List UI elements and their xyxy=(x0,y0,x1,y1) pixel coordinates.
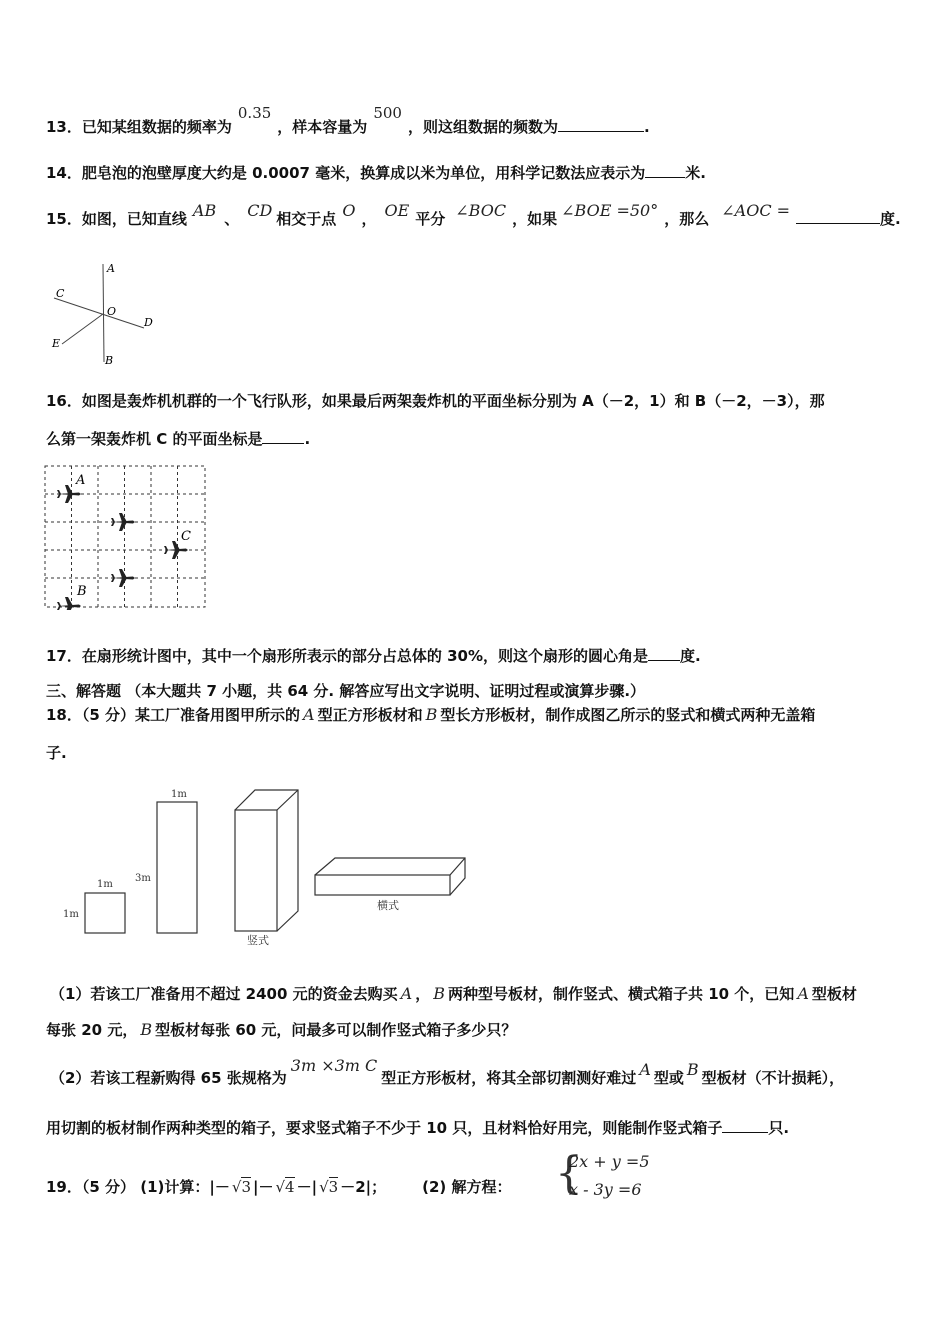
section-title: 三、解答题 （本大题共 7 小题，共 64 分. 解答应写出文字说明、证明过程或演算步骤.） xyxy=(46,682,646,700)
answer-blank[interactable] xyxy=(722,1118,768,1133)
question-18-part1-line1 xyxy=(50,983,857,1004)
dim-label: 1m xyxy=(97,879,113,890)
board-B-rectangle xyxy=(157,802,197,933)
question-text: 在扇形统计图中，其中一个扇形所表示的部分占总体的 30%，则这个扇形的圆心角是 xyxy=(81,647,649,665)
math-CD: CD xyxy=(247,201,273,220)
question-text: （1）若该工厂准备用不超过 2400 元的资金去购买 xyxy=(50,985,398,1003)
dim-label: 3m xyxy=(135,873,151,884)
math-A: A xyxy=(400,984,413,1003)
ray-OE xyxy=(62,314,103,344)
unit-text: 度. xyxy=(680,647,701,665)
question-text: 相交于点 xyxy=(276,210,337,228)
math-board-spec: 3m ×3m C xyxy=(290,1056,378,1075)
vertical-box xyxy=(235,790,298,931)
question-text: 型板材 xyxy=(811,985,857,1003)
question-text: 么第一架轰炸机 C 的平面坐标是 xyxy=(46,430,263,448)
math-A: A xyxy=(303,705,315,724)
question-text: －2|； xyxy=(340,1178,387,1196)
sample-size-value: 500 xyxy=(373,104,402,122)
bomber-icon xyxy=(111,513,135,531)
math-OE: OE xyxy=(384,201,410,220)
question-number: 18． xyxy=(46,706,82,724)
math-B: B xyxy=(425,705,438,724)
dim-label: 1m xyxy=(63,909,79,920)
answer-blank[interactable] xyxy=(645,163,685,178)
label-B: B xyxy=(77,584,87,599)
label-A: A xyxy=(107,262,115,275)
sqrt-4: √4 xyxy=(275,1178,295,1196)
label-O: O xyxy=(107,305,117,318)
question-text: |－ xyxy=(253,1178,274,1196)
question-16-line2 xyxy=(46,428,310,449)
label-C: C xyxy=(181,529,191,544)
dim-label: 1m xyxy=(171,789,187,800)
answer-blank[interactable] xyxy=(648,646,680,661)
question-text: ， xyxy=(361,210,377,228)
horizontal-box xyxy=(315,858,465,895)
question-text: 型正方形板材和 xyxy=(317,706,423,724)
sqrt-3: √3 xyxy=(319,1178,339,1196)
label-B: B xyxy=(105,354,114,367)
question-text: ，那么 xyxy=(664,210,710,228)
radicand: 4 xyxy=(285,1178,295,1196)
vertical-box-label: 竖式 xyxy=(247,934,269,947)
math-O: O xyxy=(342,201,356,220)
question-text: （5 分） (1)计算：|－ xyxy=(81,1178,230,1196)
sqrt-3: √3 xyxy=(231,1178,251,1196)
math-angle-BOC: ∠BOC xyxy=(455,201,507,220)
unit-text: 度. xyxy=(880,210,901,228)
label-E: E xyxy=(52,337,61,350)
question-text: 已知某组数据的频率为 xyxy=(81,118,232,136)
math-angle-BOE: ∠BOE =50° xyxy=(561,201,659,220)
line-AB xyxy=(103,264,104,362)
question-number: 14． xyxy=(46,164,82,182)
math-B: B xyxy=(433,984,445,1003)
section-heading xyxy=(46,680,645,701)
system-brace: { xyxy=(555,1148,583,1199)
question-text: 每张 20 元， xyxy=(46,1021,138,1039)
question-text: ， xyxy=(415,985,431,1003)
question-16-line1 xyxy=(46,390,825,411)
math-A: A xyxy=(797,984,809,1003)
question-number: 15． xyxy=(46,210,82,228)
question-19 xyxy=(46,1176,511,1197)
equation-2: x - 3y =6 xyxy=(569,1180,642,1199)
question-number: 19． xyxy=(46,1178,82,1196)
boards-and-boxes-figure xyxy=(55,780,475,950)
radicand: 3 xyxy=(241,1178,251,1196)
answer-blank[interactable] xyxy=(558,117,644,132)
question-18-part1-line2 xyxy=(46,1019,516,1040)
question-text: （2）若该工程新购得 65 张规格为 xyxy=(50,1069,287,1087)
unit-text: 只. xyxy=(768,1119,790,1137)
unit-text: 米. xyxy=(685,164,706,182)
period: . xyxy=(304,430,311,448)
question-text: 如图，已知直线 xyxy=(81,210,187,228)
question-text: 型或 xyxy=(653,1069,684,1087)
question-14 xyxy=(46,162,706,183)
question-18-line2 xyxy=(46,742,67,763)
question-text: (2) 解方程： xyxy=(422,1178,512,1196)
question-text: －| xyxy=(296,1178,318,1196)
question-text: ，则这组数据的频数为 xyxy=(407,118,558,136)
question-text: 用切割的板材制作两种类型的箱子，要求竖式箱子不少于 10 只，且材料恰好用完，则能制作竖式箱子 xyxy=(46,1119,723,1137)
question-text: 平分 xyxy=(415,210,446,228)
question-18-part2-line2 xyxy=(46,1117,789,1138)
question-text: 子. xyxy=(46,744,67,762)
question-text: 型板材每张 60 元，问最多可以制作竖式箱子多少只？ xyxy=(155,1021,517,1039)
question-text: 型长方形板材，制作成图乙所示的竖式和横式两种无盖箱 xyxy=(440,706,816,724)
intersecting-lines-figure xyxy=(40,258,170,368)
math-B: B xyxy=(140,1020,153,1039)
question-text: 型正方形板材，将其全部切割测好难过 xyxy=(381,1069,637,1087)
frequency-value: 0.35 xyxy=(237,104,272,122)
answer-blank[interactable] xyxy=(262,429,304,444)
question-13 xyxy=(46,104,650,137)
math-A: A xyxy=(639,1060,651,1079)
bomber-formation-grid xyxy=(44,465,209,610)
question-number: 13． xyxy=(46,118,82,136)
radicand: 3 xyxy=(328,1178,339,1196)
question-text: ，样本容量为 xyxy=(277,118,368,136)
question-text: 型板材（不计损耗）， xyxy=(701,1069,845,1087)
label-C: C xyxy=(56,287,65,300)
math-angle-AOC: ∠AOC = xyxy=(721,201,791,220)
question-15 xyxy=(46,201,901,229)
line-CD xyxy=(54,298,144,328)
math-B: B xyxy=(686,1060,699,1079)
equation-1: 2x + y =5 xyxy=(569,1152,650,1171)
question-number: 17． xyxy=(46,647,82,665)
label-D: D xyxy=(144,316,153,329)
period: . xyxy=(643,118,650,136)
question-17 xyxy=(46,645,701,666)
question-text: 如图是轰炸机机群的一个飞行队形，如果最后两架轰炸机的平面坐标分别为 A（－2，1）和 B（－2，－3），那 xyxy=(81,392,825,410)
board-A-square xyxy=(85,893,125,933)
bomber-icon xyxy=(111,569,135,587)
question-text: ，如果 xyxy=(512,210,558,228)
math-AB: AB xyxy=(192,201,217,220)
label-A: A xyxy=(76,473,86,488)
answer-blank[interactable] xyxy=(796,209,880,224)
question-18-part2-line1 xyxy=(50,1056,845,1088)
question-18-line1 xyxy=(46,704,815,725)
question-text: 、 xyxy=(224,210,240,228)
horizontal-box-label: 横式 xyxy=(377,899,399,912)
question-number: 16． xyxy=(46,392,82,410)
question-text: （5 分）某工厂准备用图甲所示的 xyxy=(81,706,301,724)
question-text: 肥皂泡的泡壁厚度大约是 0.0007 毫米，换算成以米为单位，用科学记数法应表示为 xyxy=(81,164,646,182)
question-text: 两种型号板材，制作竖式、横式箱子共 10 个，已知 xyxy=(447,985,795,1003)
